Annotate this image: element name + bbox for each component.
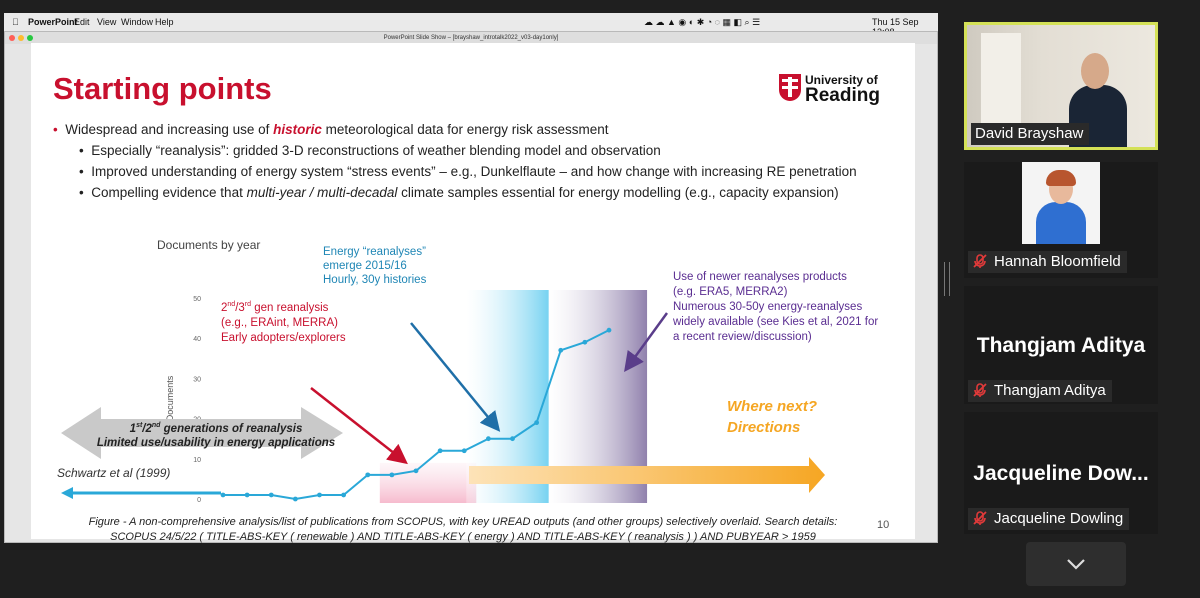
figure-caption: Figure - A non-comprehensive analysis/list of publications from SCOPUS, with key UREAD outputs (and other groups) selectively overlaid. Search details: SCOPUS 24/5/22 ( TITLE-ABS-KEY ( renewable ) AND TITLE-ABS-KEY ( energy ) AND TITLE-ABS-KEY ( reanalysis ) ) AND PUBYEAR > 1959	[88, 516, 838, 543]
window-title: PowerPoint Slide Show – [brayshaw_introtalk2022_v03-day1only]	[383, 35, 559, 41]
sub-bullet-1: • Especially “reanalysis”: gridded 3-D reconstructions of weather blending model and observation	[79, 143, 661, 158]
participant-tile-4[interactable]	[964, 412, 1158, 534]
participant-tile-3[interactable]	[964, 286, 1158, 404]
participant-name-3: Thangjam Aditya	[968, 380, 1112, 402]
scroll-down-button[interactable]	[1026, 542, 1126, 586]
participant-display-3: Thangjam Aditya	[976, 334, 1146, 357]
annotation-newer: Use of newer reanalyses products (e.g. ERA5, MERRA2) Numerous 30-50y energy-reanalyses widely available (see Kies et al, 2021 for a recent review/discussion)	[673, 271, 879, 343]
data-point	[462, 448, 467, 453]
slide-title: Starting points	[53, 71, 272, 106]
video-feed	[1022, 162, 1100, 244]
data-point	[221, 493, 226, 498]
logo-line1: University of	[805, 73, 878, 87]
menu-window[interactable]: Window	[121, 17, 154, 27]
y-tick-label: 30	[193, 376, 201, 384]
data-point	[607, 328, 612, 333]
data-point	[341, 493, 346, 498]
close-button[interactable]	[9, 35, 15, 41]
chevron-down-icon	[1026, 542, 1126, 586]
data-point	[558, 348, 563, 353]
participant-display-4: Jacqueline Dow...	[973, 462, 1149, 485]
data-point	[486, 436, 491, 441]
y-axis-label: Documents	[165, 375, 175, 422]
annotation-schwartz: Schwartz et al (1999)	[57, 466, 171, 480]
participant-name-4: Jacqueline Dowling	[968, 508, 1129, 530]
chart-title: Documents by year	[157, 238, 261, 252]
sub-bullet-2: • Improved understanding of energy system “stress events” – e.g., Dunkelflaute – and how change with increasing RE penetration	[79, 164, 857, 179]
data-point	[293, 497, 298, 502]
person-head	[1081, 53, 1109, 89]
documents-chart	[31, 213, 915, 503]
annotation-where-next: Where next? Directions	[727, 398, 818, 436]
menu-edit[interactable]: Edit	[74, 17, 90, 27]
y-tick-label: 10	[193, 456, 201, 464]
splitter-handle[interactable]	[944, 262, 950, 296]
status-icons: ☁ ☁ ▲ ◉ ◐ ✱ ◔ ◌ ▦ ◧ ⌕ ☰	[644, 17, 761, 27]
slide	[31, 43, 915, 543]
menu-view[interactable]: View	[97, 17, 117, 27]
page-number: 10	[877, 519, 890, 531]
menu-app-name[interactable]: PowerPoint	[28, 17, 78, 27]
data-point	[414, 468, 419, 473]
mic-off-icon	[972, 510, 988, 526]
data-point	[269, 493, 274, 498]
annotation-gen1: 1st/2nd generations of reanalysis Limited use/usability in energy applications	[96, 422, 336, 449]
menu-help[interactable]: Help	[155, 17, 174, 27]
sub-bullet-3: • Compelling evidence that multi-year / multi-decadal climate samples essential for energy modelling (e.g., capacity expansion)	[79, 185, 839, 200]
participant-tile-2[interactable]	[964, 162, 1158, 278]
data-point	[510, 436, 515, 441]
data-point	[365, 472, 370, 477]
participant-name-1: David Brayshaw	[971, 123, 1089, 145]
y-tick-label: 50	[193, 296, 201, 303]
data-point	[245, 493, 250, 498]
schwartz-arrow-icon	[61, 487, 73, 499]
mac-menu-bar	[4, 13, 938, 31]
mic-off-icon	[972, 253, 988, 269]
annotation-emerge: Energy “reanalyses” emerge 2015/16 Hourly, 30y histories	[323, 246, 427, 286]
participant-name-2: Hannah Bloomfield	[968, 251, 1127, 273]
data-point	[438, 448, 443, 453]
data-point	[582, 340, 587, 345]
minimize-button[interactable]	[18, 35, 24, 41]
university-crest-icon	[779, 74, 801, 101]
mic-off-icon	[972, 382, 988, 398]
data-point	[534, 420, 539, 425]
logo-line2: Reading	[805, 85, 880, 106]
apple-icon[interactable]	[12, 17, 19, 27]
participant-tile-1[interactable]	[964, 22, 1158, 150]
slideshow-window	[4, 31, 938, 543]
data-point	[389, 472, 394, 477]
bullet-main: • Widespread and increasing use of historic meteorological data for energy risk assessment	[53, 122, 609, 137]
y-tick-label: 40	[193, 336, 201, 344]
annotation-gen2: 2nd/3rd gen reanalysis (e.g., ERAint, MERRA) Early adopters/explorers	[221, 301, 346, 344]
data-point	[317, 493, 322, 498]
region-2012-2015	[380, 463, 477, 503]
y-tick-label: 0	[197, 497, 201, 503]
zoom-button[interactable]	[27, 35, 33, 41]
menu-clock: Thu 15 Sep	[872, 17, 919, 27]
bullet-icon: •	[53, 122, 58, 137]
